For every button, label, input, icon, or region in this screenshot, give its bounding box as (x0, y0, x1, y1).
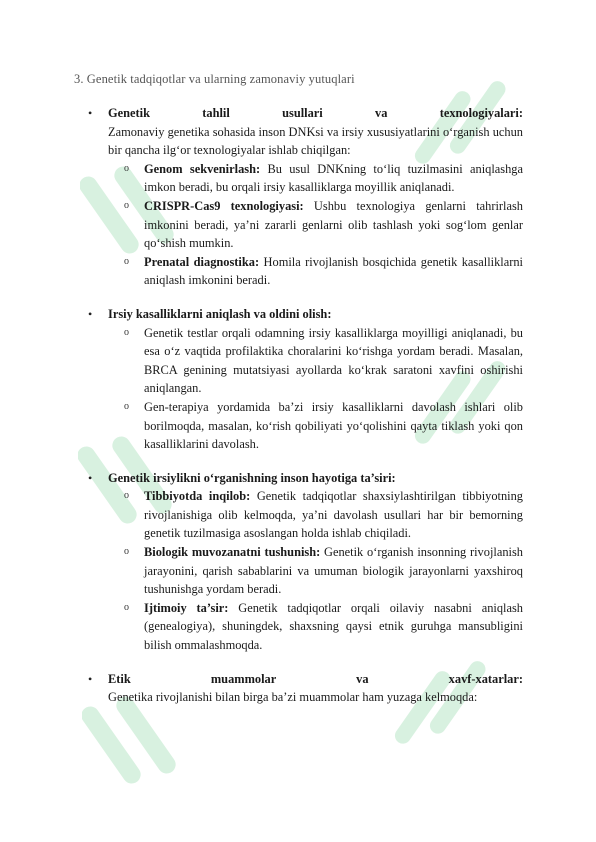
section-title: Genetik irsiylikni o‘rganishning inson hayotiga ta’siri: (108, 470, 396, 485)
sub-item (108, 197, 523, 253)
bullet-icon: • (88, 470, 93, 485)
sub-bullet-icon: o (124, 162, 129, 174)
sub-item-label: Genom sekvenirlash: (144, 161, 261, 176)
sub-item-label: Ijtimoiy ta’sir: (144, 600, 229, 615)
sub-item (108, 398, 523, 454)
sub-item (108, 253, 523, 290)
sub-bullet-icon: o (124, 326, 129, 338)
sub-item-text: Bu usul DNKning to‘liq tuzilmasini aniqlashga imkon beradi, bu orqali irsiy kasalliklarga moyillik aniqlanadi. (144, 161, 523, 195)
sub-bullet-icon: o (124, 490, 129, 502)
section-intro: Genetika rivojlanishi bilan birga ba’zi muammolar ham yuzaga kelmoqda: (108, 690, 478, 705)
document-content (88, 104, 523, 722)
bullet-section (88, 469, 523, 655)
bullet-icon: • (88, 106, 93, 120)
section-title: Genetik tahlil usullari va texnologiyalari: (108, 106, 523, 120)
sub-bullet-icon: o (124, 546, 129, 558)
sub-item-text: Genetik testlar orqali odamning irsiy kasalliklarga moyilligi aniqlanadi, bu esa o‘z vaqtida profilaktika choralarini ko‘rishga yordam beradi. Masalan, BRCA genining mutatsiyasi ayollarda ko‘krak saratoni xavfini oshirishi aniqlangan. (144, 325, 523, 396)
sub-item (108, 487, 523, 543)
section-intro: Zamonaviy genetika sohasida inson DNKsi va irsiy xususiyatlarini o‘rganish uchun bir qancha ilg‘or texnologiyalar ishlab chiqilgan: (108, 124, 523, 158)
section-title: Etik muammolar va xavf-xatarlar: (108, 671, 523, 686)
bullet-section (88, 305, 523, 454)
sub-item-label: Tibbiyotda inqilob: (144, 489, 251, 504)
sub-bullet-icon: o (124, 255, 129, 267)
bullet-icon: • (88, 306, 93, 321)
sub-item-text: Gen-terapiya yordamida ba’zi irsiy kasalliklarni davolash ishlari olib borilmoqda, masalan, ko‘rish qobiliyati yo‘qolishini qayta tiklash yoki qon kasalliklarini davolash. (144, 399, 523, 452)
sub-item (108, 324, 523, 398)
sub-bullet-icon: o (124, 199, 129, 211)
sub-item-text: Genetik tadqiqotlar orqali oilaviy nasabni aniqlash (genealogiya), shuningdek, shaxsning qaysi etnik guruhga mansubligini bilish ommalashmoqda. (144, 600, 523, 653)
bullet-section (88, 104, 523, 290)
sub-item-label: CRISPR-Cas9 texnologiyasi: (144, 198, 304, 213)
sub-bullet-icon: o (124, 601, 129, 613)
bullet-section (88, 670, 523, 707)
sub-item (108, 599, 523, 655)
sub-item (108, 160, 523, 197)
sub-item-text: Ushbu texnologiya genlarni tahrirlash imkonini beradi, ya’ni zararli genlarni olib tashlash yoki sog‘lom genlar qo‘shish mumkin. (144, 198, 523, 251)
sub-item-text: Homila rivojlanish bosqichida genetik kasalliklarni aniqlash imkonini beradi. (144, 254, 523, 288)
section-heading: 3. Genetik tadqiqotlar va ularning zamonaviy yutuqlari (74, 72, 355, 86)
section-title: Irsiy kasalliklarni aniqlash va oldini olish: (108, 306, 332, 321)
sub-item-text: Genetik o‘rganish insonning rivojlanish jarayonini, qarish sabablarini va umuman biologik jarayonlarni yaxshiroq tushunishga yordam beradi. (144, 545, 523, 597)
sub-item-text: Genetik tadqiqotlar shaxsiylashtirilgan tibbiyotning rivojlanishiga olib kelmoqda, ya’ni davolash usullari har bir bemorning genetik tuzilmasiga asoslangan holda ishlab chiqiladi. (144, 489, 523, 541)
sub-bullet-icon: o (124, 400, 129, 412)
sub-item-label: Prenatal diagnostika: (144, 254, 260, 269)
sub-item-label: Biologik muvozanatni tushunish: (144, 545, 321, 560)
sub-item (108, 543, 523, 599)
bullet-icon: • (88, 671, 93, 686)
